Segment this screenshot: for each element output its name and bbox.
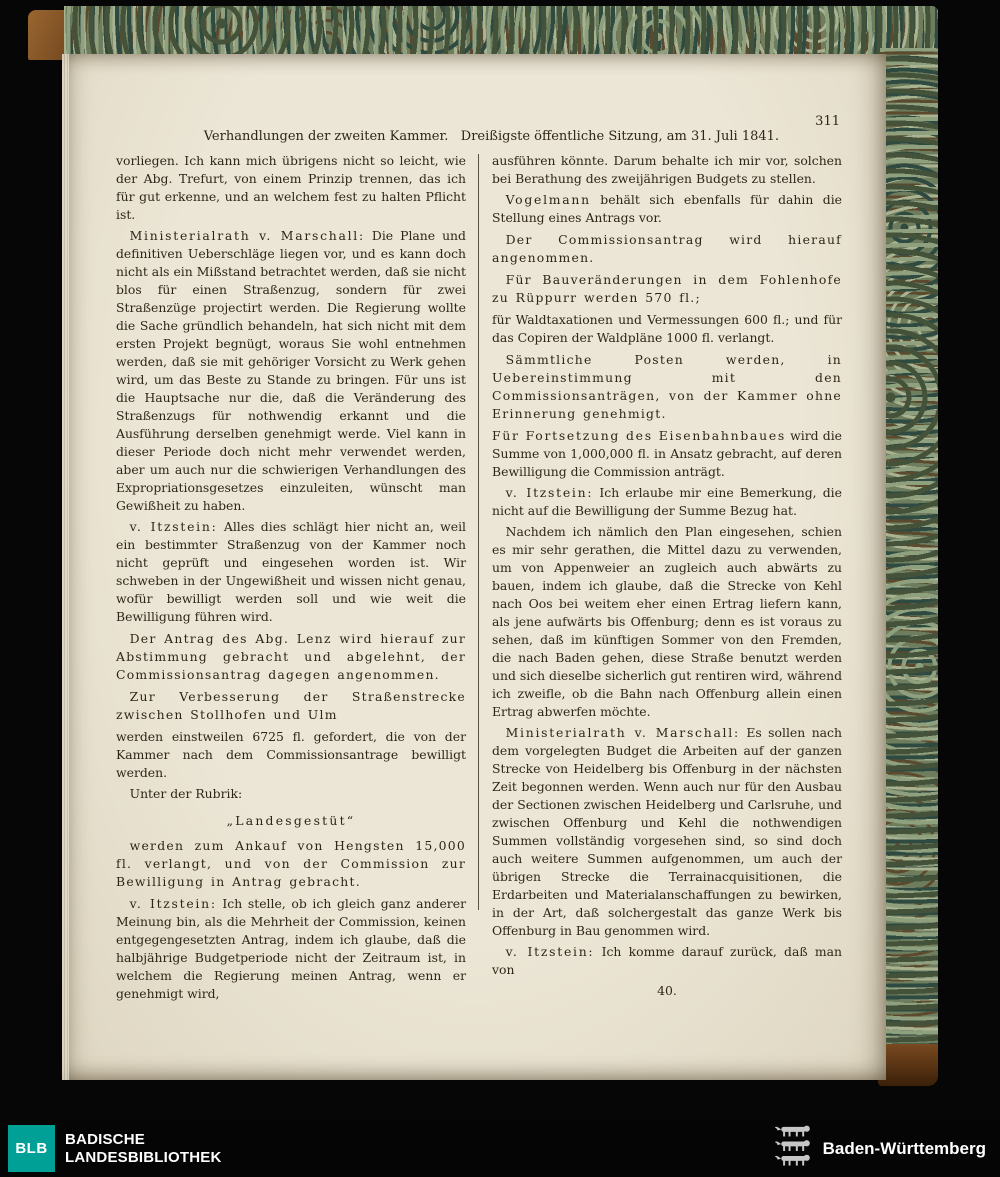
paragraph: Ministerialrath v. Marschall: Die Plane und definitiven Ueberschläge liegen vor, und es kann doch nicht als ein Mißstand betrachtet werden, daß sie nicht blos für einen Straßenzug, sondern für zwei Straßenzüge projectirt werden. Die Regierung wollte die Sache gründlich behandeln, hat sich nicht mit dem ersten Projekt begnügt, woraus Sie wohl entnehmen werden, daß sie mit gehöriger Vorsicht zu Werk gehen wird, um das Beste zu Stande zu bringen. Für uns ist die Hauptsache nur die, daß die Veränderung des Straßenzugs für nothwendig erkannt und die Ausführung derselben genehmigt werde. Viel kann in dieser Periode doch nicht mehr verwendet werden, aber um auch nur die schwierigen Verhandlungen des Expropriationsgesetzes einzuleiten, wünscht man Gewißheit zu haben. bbox=[116, 228, 466, 513]
book-scan bbox=[28, 6, 938, 1084]
paragraph: Ministerialrath v. Marschall: Es sollen nach dem vorgelegten Budget die Arbeiten auf der ganzen Strecke von Heidelberg bis Offenburg in der nächsten Zeit begonnen werden. Wenn auch nur für den Ausbau der Sectionen zwischen Heidelberg und Carlsruhe, und zwischen Offenburg und Kehl die nothwendigen Summen vollständig vorgesehen sind, so sind doch auch weitere Summen aufgenommen, um auch der übrigen Strecke die Terrainacquisitionen, die Erdarbeiten und Materialanschaffungen zu bewirken, in der Art, daß solchergestalt das ganze Werk bis Offenburg in Bau genommen wird. bbox=[492, 725, 842, 938]
paragraph: Zur Verbesserung der Straßenstrecke zwischen Stollhofen und Ulm bbox=[116, 689, 466, 722]
speaker-name: Vogelmann bbox=[505, 192, 591, 207]
marbled-page-edge-right bbox=[880, 48, 938, 1046]
paragraph: ausführen könnte. Darum behalte ich mir vor, solchen bei Berathung des zweijährigen Budgets zu stellen. bbox=[492, 153, 842, 186]
paragraph: Der Commissionsantrag wird hierauf angenommen. bbox=[492, 232, 842, 265]
paragraph: Vogelmann behält sich ebenfalls für dahin die Stellung eines Antrags vor. bbox=[492, 192, 842, 225]
speaker-name: Ministerialrath v. Marschall: bbox=[129, 228, 365, 243]
leather-binding-bottom bbox=[878, 1044, 938, 1086]
speaker-name: v. Itzstein: bbox=[129, 519, 218, 534]
paragraph: vorliegen. Ich kann mich übrigens nicht so leicht, wie der Abg. Trefurt, von einem Prinzip trennen, das ich für gut erkenne, und an welchem fest zu halten Pflicht ist. bbox=[116, 153, 466, 222]
paragraph: werden einstweilen 6725 fl. gefordert, die von der Kammer nach dem Commissionsantrage bewilligt werden. bbox=[116, 729, 466, 780]
paragraph: v. Itzstein: Alles dies schlägt hier nicht an, weil ein bestimmter Straßenzug von der Kammer noch nicht geprüft und eingesehen worden ist. Wir schweben in der Ungewißheit und wissen nicht genau, wofür bewilligt werden soll und wie weit die Bewilligung führen wird. bbox=[116, 519, 466, 624]
text-columns bbox=[116, 152, 842, 1060]
paragraph: Für Bauveränderungen in dem Fohlenhofe zu Rüppurr werden 570 fl.; bbox=[492, 272, 842, 305]
scanned-page bbox=[62, 54, 886, 1080]
library-name bbox=[65, 1131, 222, 1166]
paragraph: v. Itzstein: Ich komme darauf zurück, daß man von bbox=[492, 944, 842, 977]
speaker-name: v. Itzstein: bbox=[129, 896, 217, 911]
left-column bbox=[116, 152, 479, 1060]
header-title: Verhandlungen der zweiten Kammer. Dreißigste öffentliche Sitzung, am 31. Juli 1841. bbox=[203, 129, 780, 144]
baden-wuerttemberg-coat-of-arms-icon bbox=[774, 1123, 814, 1174]
paragraph: „Landesgestüt“ bbox=[226, 813, 356, 828]
state-name: Baden-Württemberg bbox=[822, 1138, 986, 1158]
speaker-name: v. Itzstein: bbox=[505, 944, 595, 959]
blb-logo: BLB bbox=[8, 1125, 55, 1172]
speaker-name: Ministerialrath v. Marschall: bbox=[505, 725, 740, 740]
running-header bbox=[116, 114, 842, 144]
marbled-page-edge-top bbox=[64, 6, 938, 56]
paragraph: Für Fortsetzung des Eisenbahnbaues wird die Summe von 1,000,000 fl. in Ansatz gebracht, auf deren Bewilligung die Commission anträgt. bbox=[492, 428, 842, 479]
page-number: 311 bbox=[815, 114, 840, 129]
paragraph: Sämmtliche Posten werden, in Uebereinstimmung mit den Commissionsanträgen, von der Kammer ohne Erinnerung genehmigt. bbox=[492, 352, 842, 421]
state-logo-group bbox=[774, 1123, 986, 1174]
library-branding-bar bbox=[0, 1120, 1000, 1177]
paragraph: v. Itzstein: Ich stelle, ob ich gleich ganz anderer Meinung bin, als die Mehrheit der Commission, keinen entgegengesetzten Antrag, indem ich glaube, daß die halbjährige Budgetperiode nicht der Zeitraum ist, in welchem die Regierung meinen Antrag, wenn er genehmigt wird, bbox=[116, 896, 466, 1001]
speaker-name: Für Fortsetzung des Eisenbahnbaues bbox=[492, 428, 786, 443]
library-name-line1: BADISCHE bbox=[65, 1131, 145, 1149]
paragraph: Unter der Rubrik: bbox=[129, 786, 243, 801]
paragraph: Der Antrag des Abg. Lenz wird hierauf zur Abstimmung gebracht und abgelehnt, der Commissionsantrag dagegen angenommen. bbox=[116, 631, 466, 682]
library-logo-group bbox=[8, 1125, 222, 1172]
paragraph: für Waldtaxationen und Vermessungen 600 fl.; und für das Copiren der Waldpläne 1000 fl. verlangt. bbox=[492, 312, 842, 345]
paragraph: v. Itzstein: Ich erlaube mir eine Bemerkung, die nicht auf die Bewilligung der Summe Bezug hat. bbox=[492, 485, 842, 518]
paragraph: Nachdem ich nämlich den Plan eingesehen, schien es mir sehr gerathen, die Mittel dazu zu verwenden, um von Appenweier an zugleich auch abwärts zu bauen, indem ich glaube, daß die Strecke von Kehl nach Oos bei weitem eher einen Ertrag liefern kann, als jene aufwärts bis Offenburg; denn es ist voraus zu sehen, daß im künftigen Sommer von den Fremden, die nach Baden gehen, diese Straße benutzt werden und sich dieselbe sicherlich gut rentiren wird, während ich zweifle, ob die Bahn nach Offenburg allein einen Ertrag abwerfen möchte. bbox=[492, 524, 842, 719]
paragraph: 40. bbox=[657, 983, 677, 998]
page-stack-edge bbox=[62, 54, 69, 1080]
speaker-name: v. Itzstein: bbox=[505, 485, 594, 500]
paragraph: werden zum Ankauf von Hengsten 15,000 fl. verlangt, und von der Commission zur Bewilligung in Antrag gebracht. bbox=[116, 838, 466, 889]
library-name-line2: LANDESBIBLIOTHEK bbox=[65, 1148, 222, 1166]
right-column bbox=[479, 152, 842, 1060]
